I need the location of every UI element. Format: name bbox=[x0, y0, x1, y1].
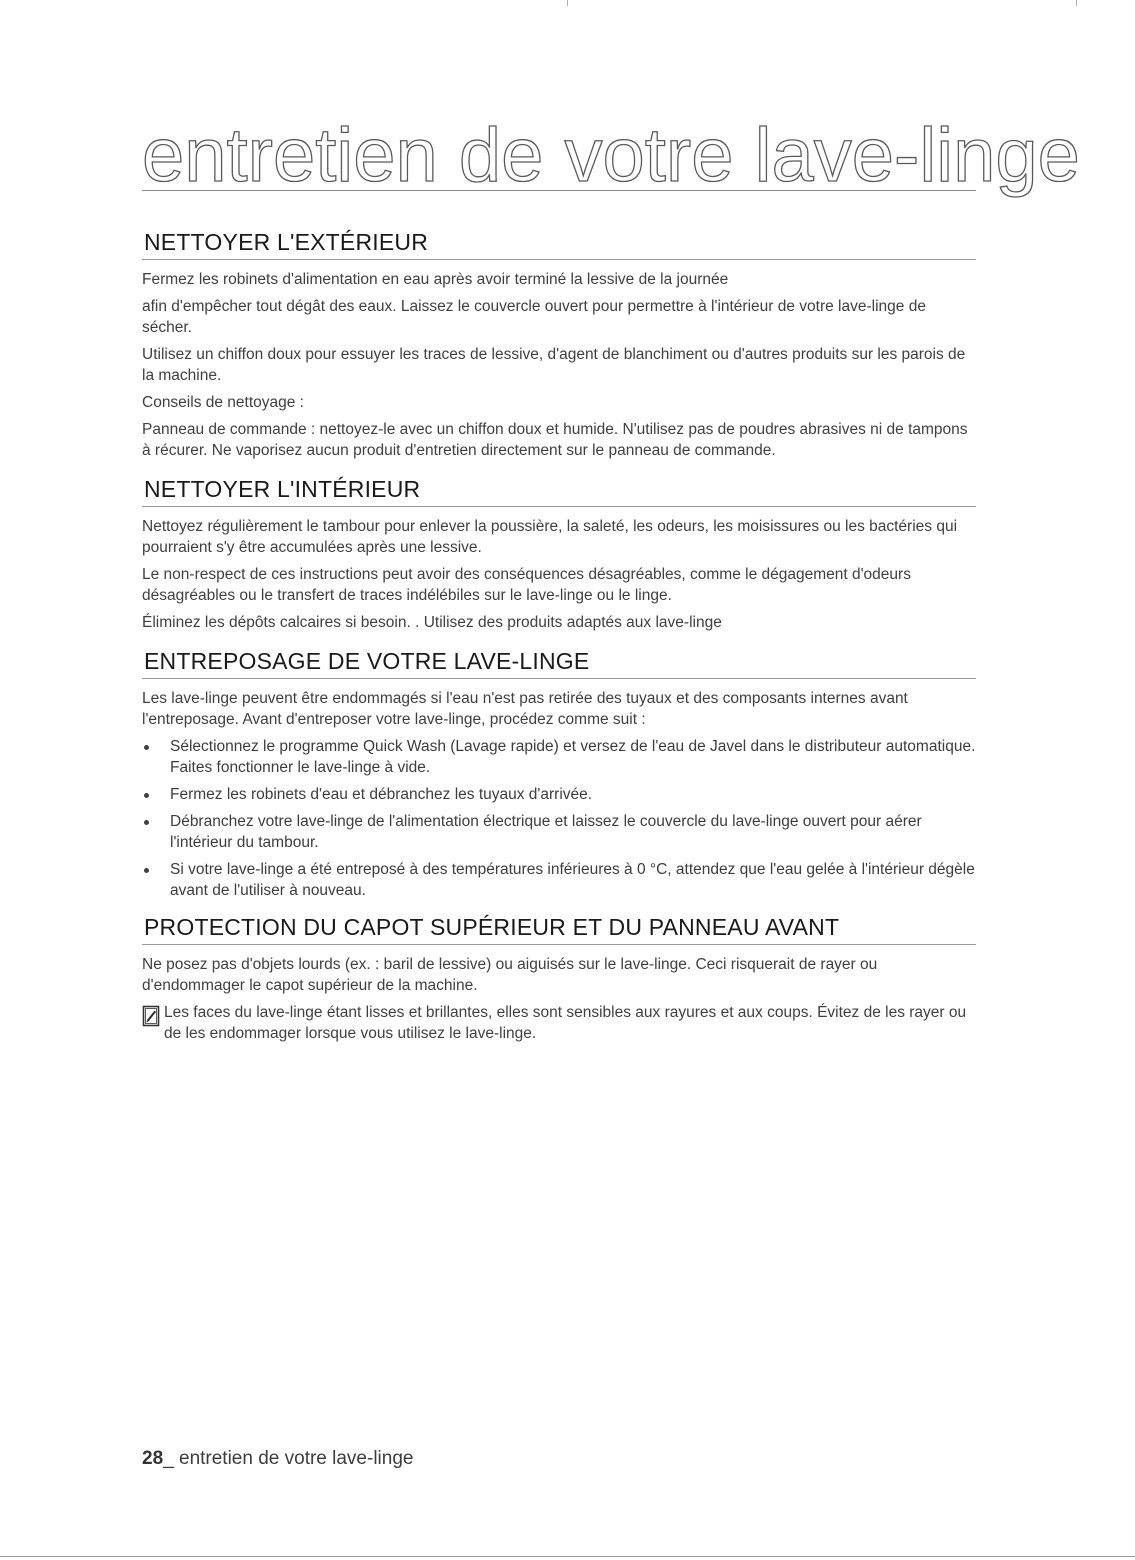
paragraph: Utilisez un chiffon doux pour essuyer les traces de lessive, d'agent de blanchiment ou d'autres produits sur les parois de la machine. bbox=[142, 346, 966, 384]
section-heading: PROTECTION DU CAPOT SUPÉRIEUR ET DU PANNEAU AVANT bbox=[142, 911, 976, 945]
footer-separator: _ bbox=[163, 1448, 174, 1469]
paragraph: afin d'empêcher tout dégât des eaux. Laissez le couvercle ouvert pour permettre à l'intérieur de votre lave-linge de sécher. bbox=[142, 298, 926, 336]
section-cleaning-exterior bbox=[142, 226, 976, 461]
page-number: 28 bbox=[142, 1448, 164, 1469]
crop-mark bbox=[1076, 0, 1077, 6]
paragraph: Conseils de nettoyage : bbox=[142, 394, 304, 411]
page-content bbox=[142, 226, 976, 1044]
list-item bbox=[142, 811, 976, 853]
footer-title: entretien de votre lave-linge bbox=[173, 1448, 414, 1469]
bullet-list bbox=[142, 736, 976, 901]
page-footer bbox=[142, 1448, 413, 1470]
paragraph: Les lave-linge peuvent être endommagés si l'eau n'est pas retirée des tuyaux et des composants internes avant l'entreposage. Avant d'entreposer votre lave-linge, procédez comme suit : bbox=[142, 690, 908, 728]
bullet-icon bbox=[144, 745, 149, 750]
page-title: entretien de votre lave-linge bbox=[142, 113, 1080, 198]
list-item bbox=[142, 736, 976, 778]
paragraph: Le non-respect de ces instructions peut avoir des conséquences désagréables, comme le dégagement d'odeurs désagréables ou le transfert de traces indélébiles sur le lave-linge ou le linge. bbox=[142, 566, 911, 604]
paragraph: Panneau de commande : nettoyez-le avec un chiffon doux et humide. N'utilisez pas de poudres abrasives ni de tampons à récurer. Ne vaporisez aucun produit d'entretien directement sur le panneau de commande. bbox=[142, 421, 968, 459]
note-icon bbox=[142, 1005, 160, 1027]
list-item bbox=[142, 784, 976, 805]
section-protection bbox=[142, 911, 976, 1044]
bullet-icon bbox=[144, 793, 149, 798]
list-item-text: Débranchez votre lave-linge de l'alimentation électrique et laissez le couvercle du lave-linge ouvert pour aérer l'intérieur du tambour. bbox=[170, 813, 922, 851]
bullet-icon bbox=[144, 820, 149, 825]
paragraph: Ne posez pas d'objets lourds (ex. : baril de lessive) ou aiguisés sur le lave-linge. Ceci risquerait de rayer ou d'endommager le capot supérieur de la machine. bbox=[142, 956, 878, 994]
list-item-text: Si votre lave-linge a été entreposé à des températures inférieures à 0 °C, attendez que l'eau gelée à l'intérieur dégèle avant de l'utiliser à nouveau. bbox=[170, 861, 975, 899]
bullet-icon bbox=[144, 868, 149, 873]
section-heading: NETTOYER L'EXTÉRIEUR bbox=[142, 226, 976, 260]
crop-mark bbox=[567, 0, 568, 6]
note-text: Les faces du lave-linge étant lisses et brillantes, elles sont sensibles aux rayures et aux coups. Évitez de les rayer ou de les endommager lorsque vous utilisez le lave-linge. bbox=[164, 1004, 967, 1042]
section-storage bbox=[142, 645, 976, 901]
note bbox=[142, 1002, 976, 1044]
section-heading: NETTOYER L'INTÉRIEUR bbox=[142, 473, 976, 507]
list-item bbox=[142, 859, 976, 901]
list-item-text: Sélectionnez le programme Quick Wash (Lavage rapide) et versez de l'eau de Javel dans le distributeur automatique. Faites fonctionner le lave-linge à vide. bbox=[170, 738, 976, 776]
paragraph: Nettoyez régulièrement le tambour pour enlever la poussière, la saleté, les odeurs, les moisissures ou les bactéries qui pourraient s'y être accumulées après une lessive. bbox=[142, 518, 958, 556]
section-cleaning-interior bbox=[142, 473, 976, 633]
section-heading: ENTREPOSAGE DE VOTRE LAVE-LINGE bbox=[142, 645, 976, 679]
paragraph: Fermez les robinets d'alimentation en eau après avoir terminé la lessive de la journée bbox=[142, 271, 729, 288]
paragraph: Éliminez les dépôts calcaires si besoin. . Utilisez des produits adaptés aux lave-linge bbox=[142, 614, 722, 631]
list-item-text: Fermez les robinets d'eau et débranchez les tuyaux d'arrivée. bbox=[170, 786, 593, 803]
bottom-rule bbox=[0, 1556, 1135, 1557]
